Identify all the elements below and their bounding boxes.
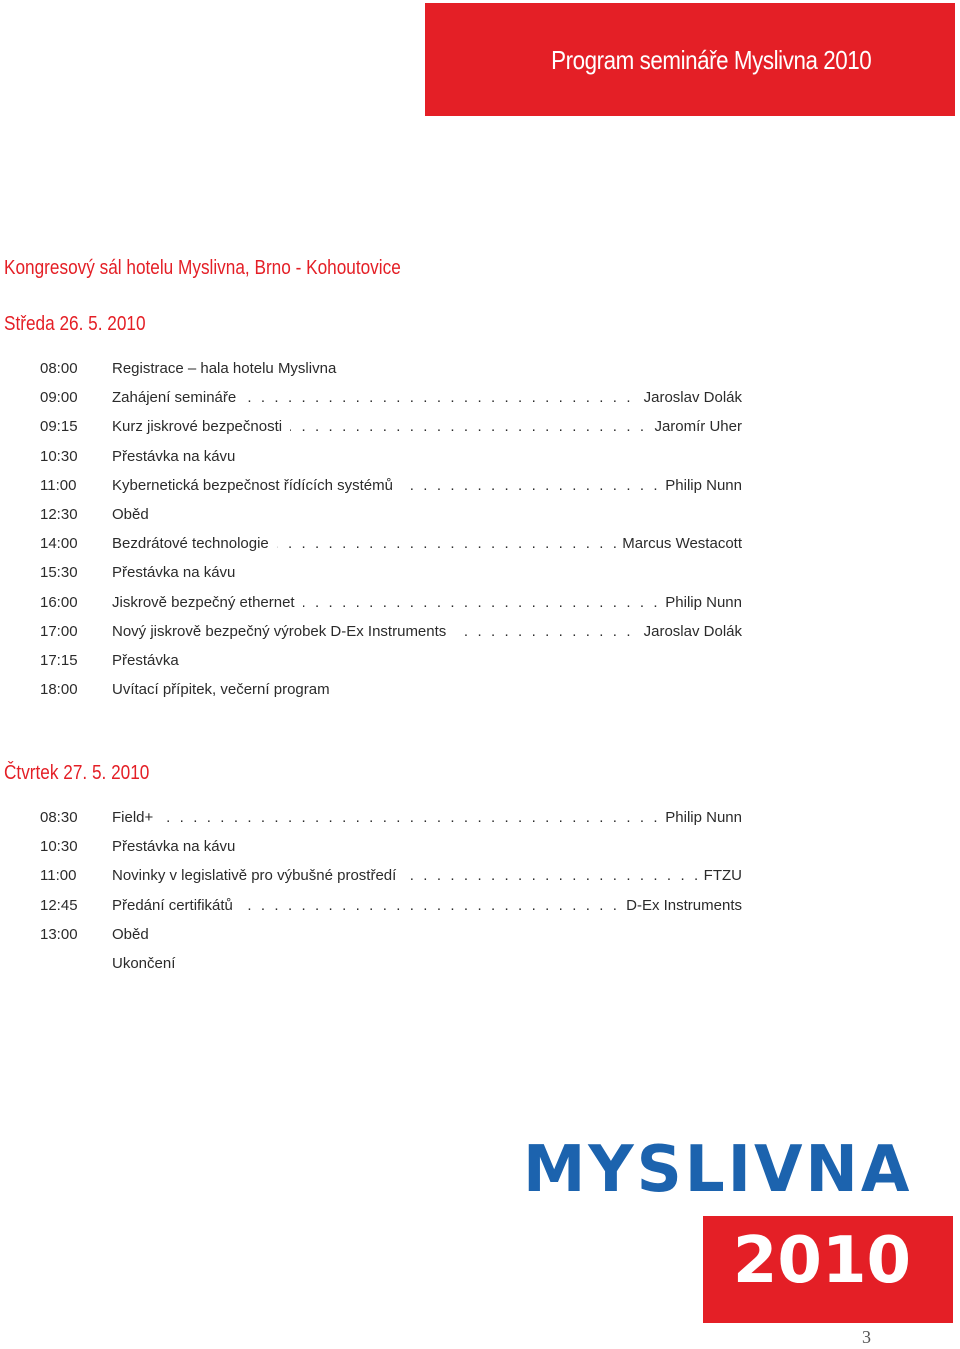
schedule-speaker: Philip Nunn xyxy=(661,809,742,826)
schedule-topic-text: Uvítací přípitek, večerní program xyxy=(112,681,338,698)
schedule-time: 09:15 xyxy=(40,418,78,436)
schedule-topic xyxy=(112,594,742,611)
schedule-time: 13:00 xyxy=(40,925,78,943)
schedule-topic-text: Nový jiskrově bezpečný výrobek D-Ex Instruments xyxy=(112,623,454,640)
schedule-topic xyxy=(112,360,742,377)
day2-schedule xyxy=(0,805,960,980)
page-title: Program semináře Myslivna 2010 xyxy=(550,45,871,75)
schedule-topic xyxy=(112,838,742,855)
schedule-topic-text: Field+ xyxy=(112,809,161,826)
schedule-row xyxy=(0,590,960,619)
schedule-row xyxy=(0,805,960,834)
schedule-speaker: D-Ex Instruments xyxy=(622,897,742,914)
venue-heading: Kongresový sál hotelu Myslivna, Brno - Kohoutovice xyxy=(4,257,401,279)
schedule-row xyxy=(0,834,960,863)
schedule-topic-text: Bezdrátové technologie xyxy=(112,535,277,552)
schedule-topic-text: Zahájení semináře xyxy=(112,389,244,406)
schedule-row xyxy=(0,356,960,385)
schedule-row xyxy=(0,502,960,531)
schedule-topic xyxy=(112,564,742,581)
title-banner xyxy=(425,3,955,116)
schedule-topic-text: Novinky v legislativě pro výbušné prostředí xyxy=(112,867,404,884)
schedule-row xyxy=(0,863,960,892)
schedule-speaker: Jaromír Uher xyxy=(650,418,742,435)
schedule-row xyxy=(0,677,960,706)
schedule-row xyxy=(0,648,960,677)
schedule-topic xyxy=(112,418,742,435)
schedule-time: 14:00 xyxy=(40,535,78,553)
schedule-topic xyxy=(112,867,742,884)
schedule-time: 11:00 xyxy=(40,476,77,494)
schedule-time: 15:30 xyxy=(40,564,78,582)
schedule-row xyxy=(0,385,960,414)
schedule-topic xyxy=(112,809,742,826)
schedule-topic-text: Ukončení xyxy=(112,955,183,972)
schedule-row xyxy=(0,922,960,951)
schedule-speaker: Jaroslav Dolák xyxy=(640,389,742,406)
schedule-topic-text: Kurz jiskrové bezpečnosti xyxy=(112,418,290,435)
schedule-speaker: Marcus Westacott xyxy=(618,535,742,552)
schedule-speaker: Philip Nunn xyxy=(661,477,742,494)
schedule-topic-text: Kybernetická bezpečnost řídících systémů xyxy=(112,477,401,494)
myslivna-logo-word: MYSLIVNA xyxy=(522,1133,912,1207)
schedule-speaker: Philip Nunn xyxy=(661,594,742,611)
schedule-topic-text: Registrace – hala hotelu Myslivna xyxy=(112,360,344,377)
schedule-time: 12:30 xyxy=(40,505,78,523)
schedule-row xyxy=(0,414,960,443)
schedule-time: 16:00 xyxy=(40,593,78,611)
schedule-time: 09:00 xyxy=(40,389,78,407)
schedule-row xyxy=(0,893,960,922)
schedule-topic-text: Oběd xyxy=(112,926,157,943)
schedule-topic-text: Předání certifikátů xyxy=(112,897,241,914)
schedule-time: 18:00 xyxy=(40,681,78,699)
schedule-topic-text: Přestávka na kávu xyxy=(112,448,243,465)
schedule-topic-text: Jiskrově bezpečný ethernet xyxy=(112,594,303,611)
schedule-row xyxy=(0,531,960,560)
schedule-row xyxy=(0,619,960,648)
schedule-speaker: Jaroslav Dolák xyxy=(640,623,742,640)
schedule-topic xyxy=(112,926,742,943)
page-number: 3 xyxy=(862,1327,871,1347)
schedule-time: 12:45 xyxy=(40,896,78,914)
schedule-topic-text: Oběd xyxy=(112,506,157,523)
schedule-topic xyxy=(112,652,742,669)
schedule-time: 10:30 xyxy=(40,447,78,465)
schedule-topic-text: Přestávka xyxy=(112,652,187,669)
schedule-row xyxy=(0,560,960,589)
schedule-time: 08:00 xyxy=(40,360,78,377)
schedule-topic xyxy=(112,477,742,494)
schedule-row xyxy=(0,951,960,980)
schedule-row xyxy=(0,473,960,502)
schedule-time: 17:00 xyxy=(40,622,78,640)
schedule-topic xyxy=(112,681,742,698)
schedule-topic xyxy=(112,955,742,972)
schedule-topic xyxy=(112,448,742,465)
schedule-row xyxy=(0,444,960,473)
schedule-topic-text: Přestávka na kávu xyxy=(112,564,243,581)
logo-year: 2010 xyxy=(732,1224,911,1298)
logo-year-box xyxy=(703,1216,953,1323)
day2-heading: Čtvrtek 27. 5. 2010 xyxy=(4,762,150,784)
day1-heading: Středa 26. 5. 2010 xyxy=(4,313,146,335)
schedule-time: 08:30 xyxy=(40,809,78,826)
schedule-time: 17:15 xyxy=(40,651,78,669)
schedule-time: 10:30 xyxy=(40,838,78,856)
schedule-topic-text: Přestávka na kávu xyxy=(112,838,243,855)
schedule-time: 11:00 xyxy=(40,867,77,885)
schedule-topic xyxy=(112,506,742,523)
day1-schedule xyxy=(0,356,960,706)
schedule-speaker: FTZU xyxy=(700,867,742,884)
